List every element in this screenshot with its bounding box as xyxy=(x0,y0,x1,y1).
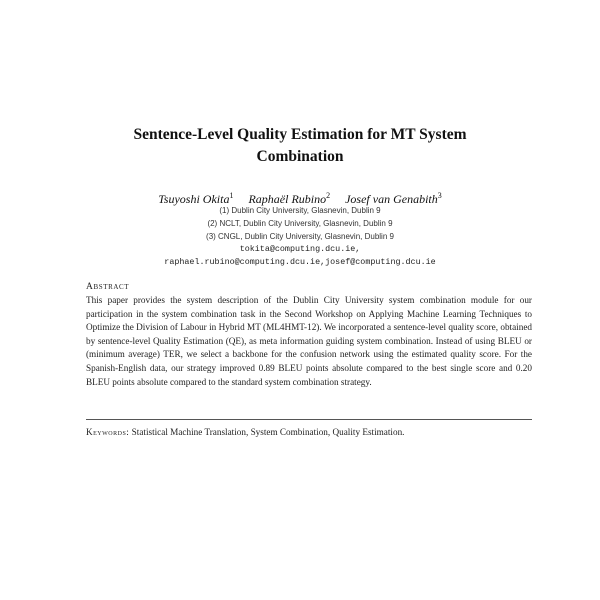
author-3 xyxy=(345,192,442,206)
keywords-line xyxy=(86,427,546,437)
author-2 xyxy=(248,192,330,206)
title-line-2: Combination xyxy=(256,148,344,165)
affiliation-2: (2) NCLT, Dublin City University, Glasnevin, Dublin 9 xyxy=(207,219,393,228)
email-line-2: raphael.rubino@computing.dcu.ie,josef@computing.dcu.ie xyxy=(164,257,436,267)
affiliation-3: (3) CNGL, Dublin City University, Glasnevin, Dublin 9 xyxy=(206,232,394,241)
keywords-text: Statistical Machine Translation, System Combination, Quality Estimation. xyxy=(131,427,405,437)
author-affiliation-mark: 1 xyxy=(229,191,234,200)
keywords-label: Keywords: xyxy=(86,427,130,437)
author-affiliation-mark: 3 xyxy=(437,191,442,200)
email-line-1: tokita@computing.dcu.ie, xyxy=(239,244,361,254)
author-affiliation-mark: 2 xyxy=(326,191,331,200)
author-1 xyxy=(158,192,233,206)
author-name: Raphaël Rubino xyxy=(248,192,327,206)
abstract-body: This paper provides the system description of the Dublin City University system combination module for our participation in the system combination task in the Second Workshop on Applying Machine Learning Techniques to Optimize the Division of Labour in Hybrid MT (ML4HMT-12). We incorporated a sentence-level quality score, obtained by sentence-level Quality Estimation (QE), as meta information guiding system combination. Instead of using BLEU or (minimum average) TER, we select a backbone for the confusion network using the estimated quality score. For the Spanish-English data, our strategy improved 0.89 BLEU points absolute compared to the best single score and 0.20 BLEU points absolute compared to the standard system combination strategy. xyxy=(86,295,532,387)
author-name: Tsuyoshi Okita xyxy=(158,192,230,206)
author-name: Josef van Genabith xyxy=(345,192,438,206)
affiliation-1: (1) Dublin City University, Glasnevin, Dublin 9 xyxy=(219,206,381,215)
paper-title xyxy=(90,124,510,168)
title-line-1: Sentence-Level Quality Estimation for MT System xyxy=(133,126,467,143)
abstract-heading: Abstract xyxy=(86,282,130,292)
keywords-divider xyxy=(86,419,532,420)
